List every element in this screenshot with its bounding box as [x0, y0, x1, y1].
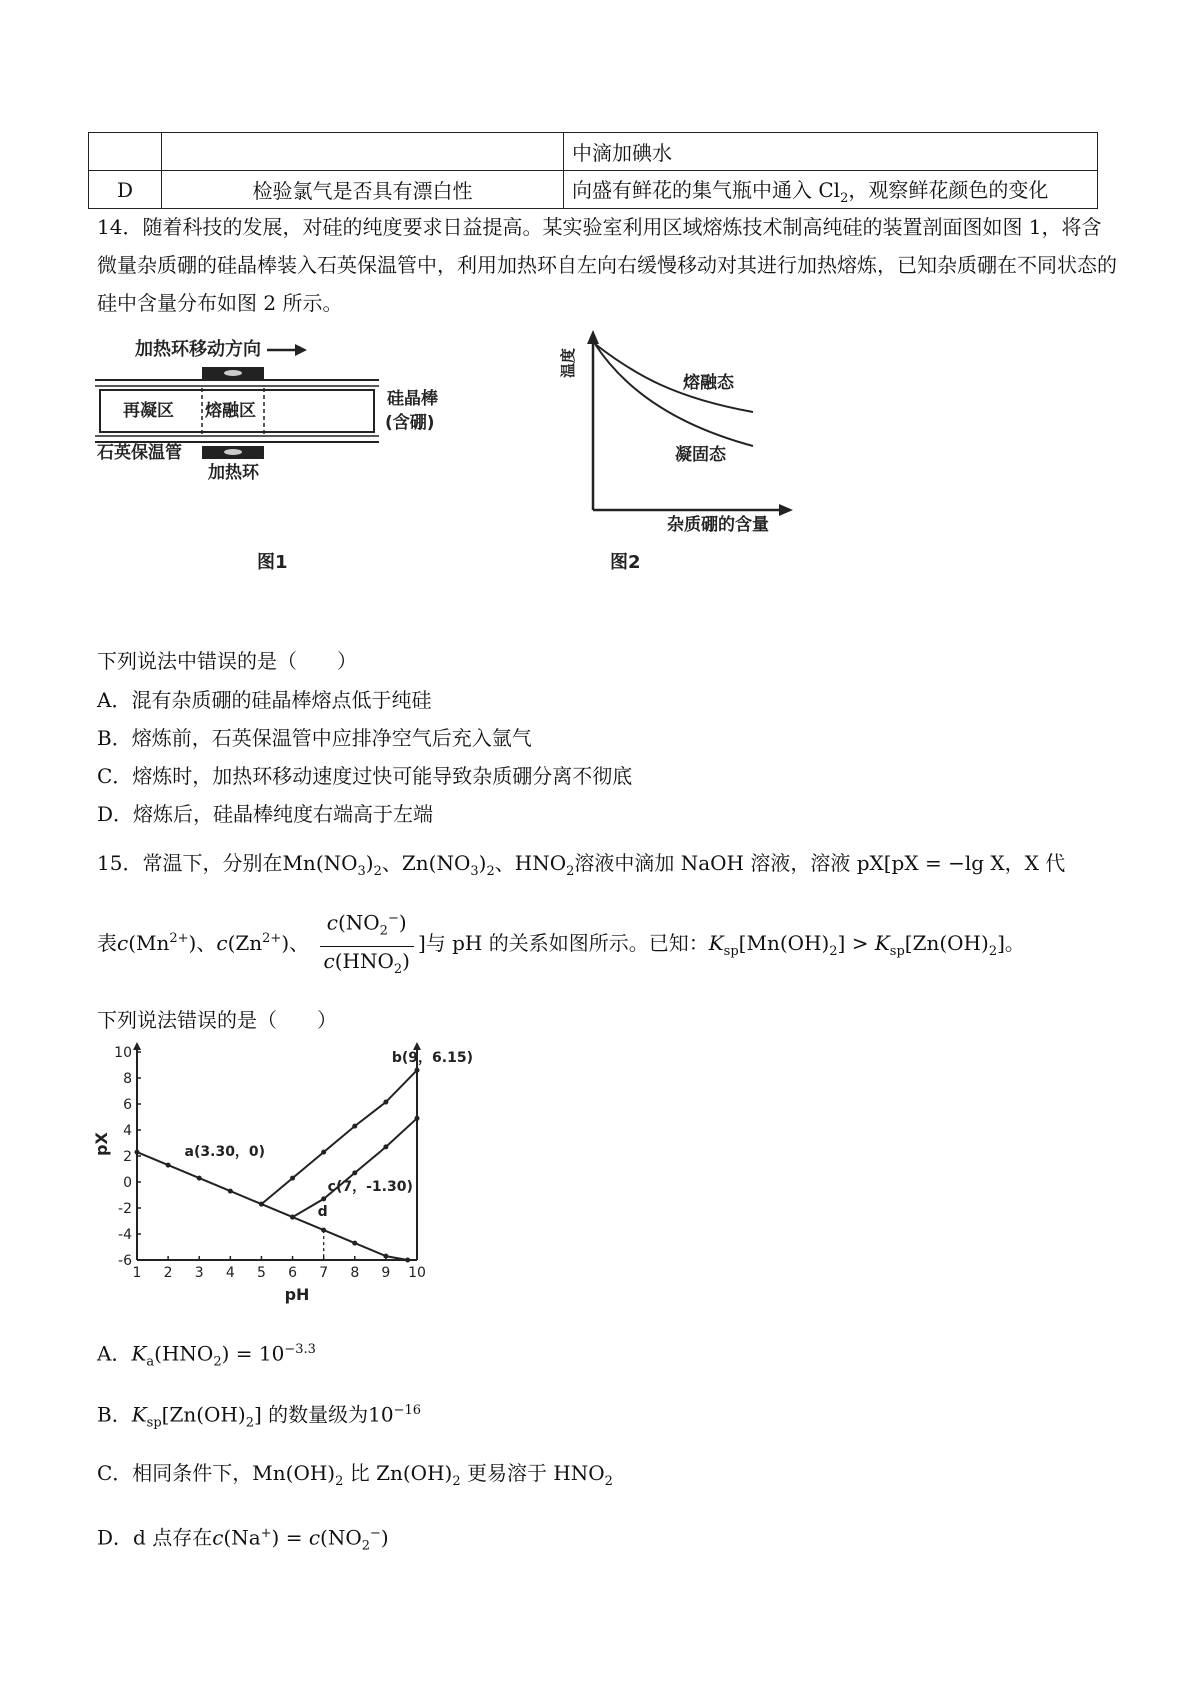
annotation-label: c(7，-1.30): [327, 1178, 413, 1195]
y-axis-label: pX: [92, 1132, 111, 1156]
molten-label: 熔融态: [683, 373, 734, 393]
q14-option-d: D．熔炼后，硅晶棒纯度右端高于左端: [97, 802, 434, 826]
q15-option-a: A．$K_a(HNO_2) = 10^{-3.3}$: [97, 1341, 316, 1370]
zone-resolidified-label: 再凝区: [123, 401, 174, 421]
q14-option-b: B．熔炼前，石英保温管中应排净空气后充入氩气: [97, 726, 532, 750]
q15-option-c: C．相同条件下，$Mn(OH)_2$ 比 $Zn(OH)_2$ 更易溶于 $HNO_2$: [97, 1461, 613, 1489]
x-tick-label: 7: [319, 1265, 329, 1281]
y-tick-label: -2: [118, 1201, 132, 1217]
tube-label: 石英保温管: [97, 443, 182, 463]
zone-melt-label: 熔融区: [205, 401, 256, 421]
data-point: [352, 1170, 357, 1175]
data-point: [383, 1254, 388, 1259]
temperature-axis-label: 温度: [559, 347, 577, 378]
data-point: [321, 1196, 326, 1201]
right-border-arrow: [413, 1042, 421, 1050]
data-point: [166, 1163, 171, 1168]
data-point: [259, 1202, 264, 1207]
y-axis-arrow: [133, 1042, 141, 1050]
data-point: [290, 1176, 295, 1181]
y-tick-label: -6: [118, 1253, 132, 1269]
figure-1-caption: 图1: [257, 552, 288, 573]
table-cell: [162, 133, 564, 171]
series-line-1: [137, 1152, 408, 1260]
x-tick-label: 2: [163, 1265, 173, 1281]
x-tick-label: 9: [381, 1265, 391, 1281]
data-point: [383, 1144, 388, 1149]
q14-stem: 14．随着科技的发展，对硅的纯度要求日益提高。某实验室利用区域熔炼技术制高纯硅的装置剖面图如图 1，将含微量杂质硼的硅晶棒装入石英保温管中，利用加热环自左向右缓慢移动对其进行加热熔炼，已知杂质硼在不同状态的硅中含量分布如图 2 所示。: [97, 215, 1117, 315]
table-cell-option: D: [89, 171, 162, 209]
experiment-table: [88, 132, 1098, 209]
figure-2-caption: 图2: [610, 552, 641, 573]
x-tick-label: 1: [132, 1265, 142, 1281]
annotation-label: d: [317, 1204, 328, 1221]
y-tick-label: 8: [123, 1071, 132, 1087]
table-row: [89, 171, 1098, 209]
figure-2-boron-distribution: [555, 330, 805, 580]
data-point: [405, 1258, 410, 1263]
data-point: [228, 1189, 233, 1194]
solid-curve: [595, 344, 753, 446]
table-cell-operation: 向盛有鲜花的集气瓶中通入 $Cl_2$，观察鲜花颜色的变化: [564, 171, 1098, 209]
table-cell: [89, 133, 162, 171]
fraction: $c(NO_2^-)$ $c(HNO_2)$: [320, 905, 414, 984]
data-point: [415, 1116, 420, 1121]
y-tick-label: 4: [123, 1123, 132, 1139]
q15-stem-line2: 表$c(Mn^{2+})$、$c(Zn^{2+})$、 $c(NO_2^-)$ $c(HNO_2)$ ]与 pH 的关系如图所示。已知：$K_{sp}[Mn(OH)_2] > K_{sp}[Zn(OH)_2]$。: [97, 905, 1025, 984]
y-tick-label: 2: [123, 1149, 132, 1165]
data-point: [290, 1215, 295, 1220]
q14-option-c: C．熔炼时，加热环移动速度过快可能导致杂质硼分离不彻底: [97, 764, 633, 788]
q15-option-b: B．$K_{sp}[Zn(OH)_2]$ 的数量级为$10^{-16}$: [97, 1402, 422, 1431]
arrow-right-icon: [267, 344, 307, 356]
series-line-3: [293, 1118, 417, 1217]
x-tick-label: 6: [288, 1265, 298, 1281]
ring-label: 加热环: [208, 463, 259, 483]
table-cell-purpose: 检验氯气是否具有漂白性: [162, 171, 564, 209]
x-tick-label: 3: [194, 1265, 204, 1281]
rod-sublabel: (含硼): [385, 413, 435, 433]
q14-ask: 下列说法中错误的是（ ）: [97, 649, 357, 673]
y-tick-label: 6: [123, 1097, 132, 1113]
y-tick-label: -4: [118, 1227, 132, 1243]
annotation-label: a(3.30，0): [184, 1144, 266, 1160]
data-point: [415, 1068, 420, 1073]
figure-1-zone-melting: [95, 330, 465, 580]
data-point: [352, 1241, 357, 1246]
q15-ask: 下列说法错误的是（ ）: [97, 1008, 337, 1032]
q15-stem-line1: 15．常温下，分别在$Mn(NO_3)_2$、$Zn(NO_3)_2$、$HNO_2$溶液中滴加 NaOH 溶液，溶液 pX[pX = −lg X，X 代: [97, 851, 1066, 879]
x-tick-label: 5: [256, 1265, 266, 1281]
data-point: [197, 1176, 202, 1181]
boron-axis-label: 杂质硼的含量: [667, 515, 769, 535]
q15-ph-chart: [92, 1040, 475, 1310]
q14-option-a: A．混有杂质硼的硅晶棒熔点低于纯硅: [97, 688, 432, 712]
data-point: [321, 1150, 326, 1155]
data-point: [352, 1124, 357, 1129]
x-tick-label: 8: [350, 1265, 360, 1281]
x-tick-label: 10: [408, 1265, 426, 1281]
x-axis-label: pH: [284, 1285, 310, 1304]
q15-option-d: D．d 点存在$c(Na^+) = c(NO_2^-)$: [97, 1525, 389, 1554]
data-point: [135, 1150, 140, 1155]
table-cell: 中滴加碘水: [564, 133, 1098, 171]
annotation-label: b(9，6.15): [391, 1050, 473, 1067]
direction-label: 加热环移动方向: [135, 339, 261, 360]
y-tick-label: 0: [123, 1175, 132, 1191]
x-tick-label: 4: [225, 1265, 235, 1281]
solid-label: 凝固态: [675, 445, 726, 465]
rod-label: 硅晶棒: [387, 389, 438, 409]
table-row: [89, 133, 1098, 171]
data-point: [383, 1100, 388, 1105]
y-tick-label: 10: [114, 1045, 132, 1061]
